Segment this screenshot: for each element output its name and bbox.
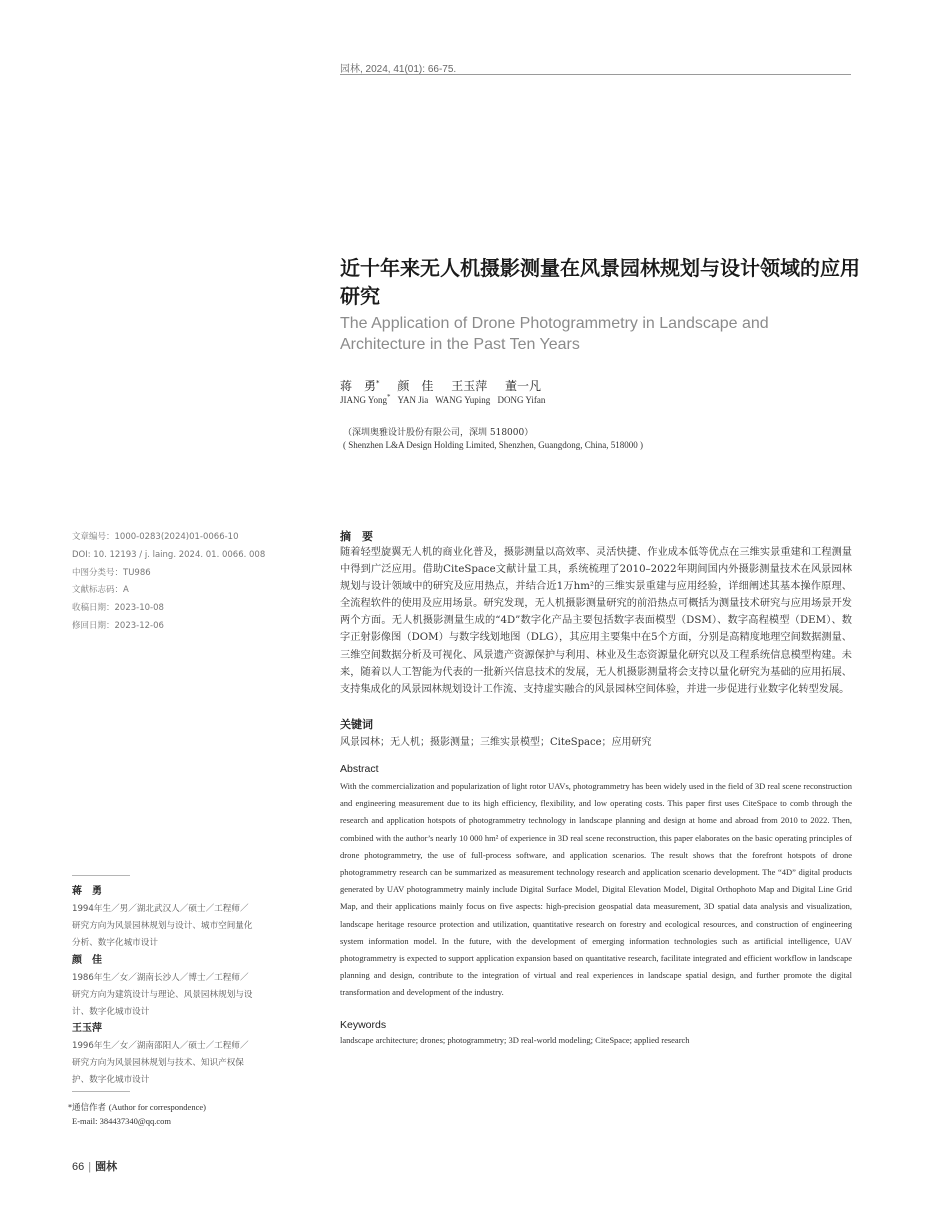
bio-name: 蒋 勇 [72,886,102,897]
abstract-en-text: With the commercialization and popularization of light rotor UAVs, photogrammetry has been widely used in the field of 3D real scene reconstruction and engineering measurement due to its high efficiency, flexibility, and low operating costs. This paper first uses CiteSpace to comb through the research and application hotspots of photogrammetry technology in landscape planning and design at home and abroad from 2010 to 2022. Then, combined with the author’s nearly 10 000 hm² of experience in 3D real scene reconstruction, this paper elaborates on the basic operating principles of drone photogrammetry, the use of full-process software, and application scenarios. The result shows that the forefront hotspots of drone photogrammetry research can be summarized as measurement technology research and application scenario development. The “4D” digital products generated by UAV photogrammetry mainly include Digital Surface Model, Digital Elevation Model, Digital Orthophoto Map and Digital Line Grid Map, and their applications mainly focus on five aspects: high-precision geospatial data measurement, 3D spatial data analysis and visualization, landscape heritage resource protection and utilization, quantitative research on forestry and ecological resources, and construction of engineering system information model. In the future, with the development of emerging information technologies such as artificial intelligence, UAV photogrammetry is expected to support application expansion based on quantitative research, facilitate integrated and efficient workflow in landscape planning and design, contribute to the integration of virtual and real experiences in landscape spatial design, and further promote the digital transformation and development of the industry. [340,781,852,998]
bio-text: 1996年生／女／湖南邵阳人／硕士／工程师／研究方向为风景园林规划与技术、知识产权保护、数字化城市设计 [72,1041,249,1085]
author-en-4: DONG Yifan [497,395,546,405]
correspondence-email: E-mail: 384437340@qq.com [72,1116,171,1126]
journal-name: 園林 [95,1160,118,1173]
keywords-cn-heading: 关键词 [340,718,373,731]
author-en-1: JIANG Yong* [340,393,391,405]
author-cn-4: 董一凡 [505,379,542,393]
revised-date: 修回日期：2023-12-06 [72,620,164,631]
correspondence-label-en: (Author for correspondence) [108,1102,206,1112]
received-date: 收稿日期：2023-10-08 [72,603,164,614]
keywords-en-heading: Keywords [340,1019,387,1031]
clc-number: 中图分类号：TU986 [72,567,151,578]
bio-divider-bottom [72,1091,130,1092]
affiliation-english: ( Shenzhen L&A Design Holding Limited, Shenzhen, Guangdong, China, 518000 ) [343,440,643,450]
keywords-cn-text: 风景园林；无人机；摄影测量；三维实景模型；CiteSpace；应用研究 [340,737,652,748]
document-code: 文献标志码：A [72,585,129,596]
bio-name: 王玉萍 [72,1023,102,1034]
author-cn-2: 颜 佳 [397,379,434,393]
author-cn-3: 王玉萍 [451,379,488,393]
article-number: 文章编号：1000-0283(2024)01-0066-10 [72,532,239,542]
author-en-2: YAN Jia [397,395,429,405]
journal-reference: 园林, 2024, 41(01): 66-75. [340,64,457,75]
doi: DOI: 10. 12193 / j. laing. 2024. 01. 0066. 008 [72,549,266,560]
bio-name: 颜 佳 [72,955,102,966]
author-en-3: WANG Yuping [435,395,491,405]
abstract-cn-text: 随着轻型旋翼无人机的商业化普及，摄影测量以高效率、灵活快捷、作业成本低等优点在三维实景重建和工程测量中得到广泛应用。借助CiteSpace文献计量工具，系统梳理了2010–2022年期间国内外摄影测量技术在风景园林规划与设计领域中的研究及应用热点，并结合近1万hm²的三维实景重建与应用经验，详细阐述其基本操作原理、全流程软件的使用及应用场景。研究发现，无人机摄影测量研究的前沿热点可概括为测量技术研究与应用场景开发两个方面。无人机摄影测量生成的“4D”数字化产品主要包括数字表面模型（DSM）、数字高程模型（DEM）、数字正射影像图（DOM）与数字线划地图（DLG），其应用主要集中在5个方面，分别是高精度地理空间数据测量、三维空间数据分析及可视化、风景遗产资源保护与利用、林业及生态资源量化研究以及工程系统信息模型构建。未来，随着以人工智能为代表的一批新兴信息技术的发展，无人机摄影测量将会支持以量化研究为基础的应用拓展、支持集成化的风景园林规划设计工作流、支持虚实融合的风景园林空间体验，并进一步促进行业数字化转型发展。 [340,547,852,695]
author-bio-2 [72,954,257,1021]
author-cn-1: 蒋 勇* [340,379,380,393]
authors-chinese [340,377,555,394]
article-metadata [72,529,266,636]
correspondence-label: 通信作者 [72,1103,107,1113]
bio-divider-top [72,875,130,876]
keywords-en-text: landscape architecture; drones; photogrammetry; 3D real-world modeling; CiteSpace; applied research [340,1035,690,1045]
title-english: The Application of Drone Photogrammetry in Landscape and Architecture in the Past Ten Years [340,315,769,353]
page-number: 66 [72,1161,85,1173]
affiliation-chinese: （深圳奥雅设计股份有限公司，深圳 518000） [343,428,534,438]
abstract-cn-heading: 摘 要 [340,530,373,543]
correspondence-mark: * [68,1103,72,1112]
bio-text: 1986年生／女／湖南长沙人／博士／工程师／研究方向为建筑设计与理论、风景园林规划与设计、数字化城市设计 [72,973,253,1017]
correspondence-note [68,1101,206,1128]
page-footer: 66 | 園林 [72,1160,118,1173]
author-bio-1 [72,885,257,952]
author-bio-3 [72,1022,257,1089]
title-chinese: 近十年来无人机摄影测量在风景园林规划与设计领域的应用研究 [340,256,860,308]
authors-english [340,393,550,405]
abstract-en-heading: Abstract [340,763,379,775]
bio-text: 1994年生／男／湖北武汉人／硕士／工程师／研究方向为风景园林规划与设计、城市空间量化分析、数字化城市设计 [72,904,253,948]
header-rule [340,74,851,75]
